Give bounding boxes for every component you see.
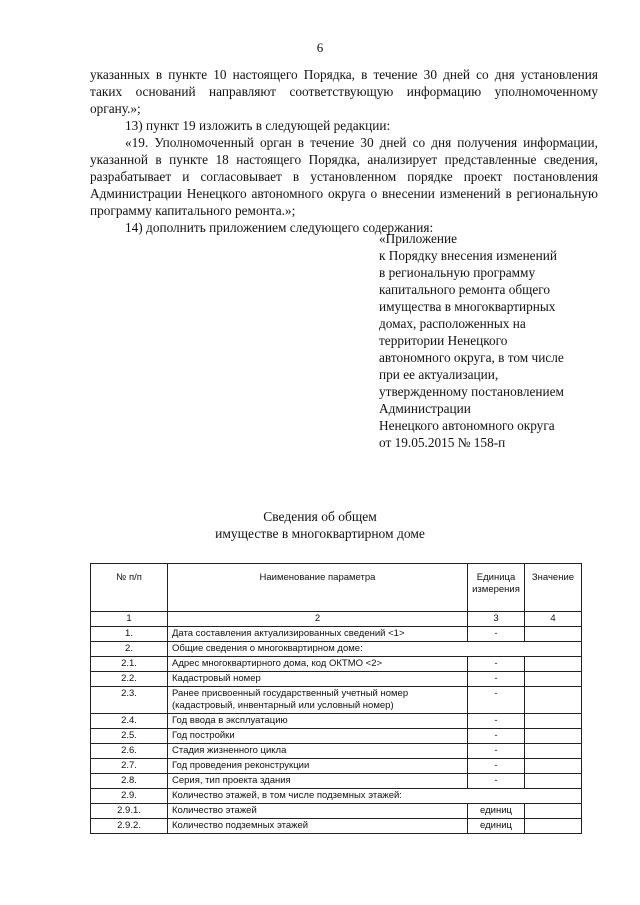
table-row	[91, 687, 582, 714]
row-number: 2.1.	[91, 657, 168, 672]
appendix-line: капитального ремонта общего	[379, 282, 551, 297]
header-num: № п/п	[91, 564, 168, 612]
appendix-line: в региональную программу	[379, 265, 536, 280]
row-parameter: Общие сведения о многоквартирном доме:	[168, 642, 582, 657]
row-parameter: Год постройки	[168, 729, 468, 744]
row-number: 2.5.	[91, 729, 168, 744]
appendix-line: Администрации	[379, 401, 471, 416]
row-number: 2.3.	[91, 687, 168, 714]
paragraph: 14) дополнить приложением следующего содержания:	[125, 220, 434, 235]
row-parameter: Ранее присвоенный государственный учетный номер (кадастровый, инвентарный или условный номер)	[168, 687, 468, 714]
page-number: 6	[316, 40, 324, 55]
col-number: 2	[168, 612, 468, 627]
property-table	[90, 563, 582, 834]
row-parameter: Адрес многоквартирного дома, код ОКТМО <2>	[168, 657, 468, 672]
row-unit: -	[468, 672, 525, 687]
table-row	[91, 774, 582, 789]
appendix-line: утвержденному постановлением	[379, 384, 564, 399]
row-number: 2.8.	[91, 774, 168, 789]
col-number: 3	[468, 612, 525, 627]
appendix-line: домах, расположенных на	[379, 316, 526, 331]
table-row	[91, 804, 582, 819]
row-number: 2.9.	[91, 789, 168, 804]
row-number: 2.4.	[91, 714, 168, 729]
appendix-line: к Порядку внесения изменений	[379, 248, 557, 263]
header-unit: Единица измерения	[468, 564, 525, 612]
appendix-line: «Приложение	[379, 231, 458, 246]
row-unit: -	[468, 627, 525, 642]
paragraph: 13) пункт 19 изложить в следующей редакции:	[125, 118, 391, 133]
row-parameter: Количество подземных этажей	[168, 819, 468, 834]
table-heading	[0, 508, 640, 542]
row-parameter: Количество этажей	[168, 804, 468, 819]
row-unit: -	[468, 759, 525, 774]
row-unit: -	[468, 714, 525, 729]
table-row	[91, 714, 582, 729]
table-heading-line: Сведения об общем	[263, 509, 377, 524]
appendix-line: территории Ненецкого	[379, 333, 508, 348]
col-number: 4	[525, 612, 582, 627]
property-table-wrapper	[90, 563, 582, 834]
row-value	[525, 657, 582, 672]
row-unit: -	[468, 729, 525, 744]
row-number: 2.	[91, 642, 168, 657]
row-unit: единиц	[468, 804, 525, 819]
row-parameter: Стадия жизненного цикла	[168, 744, 468, 759]
row-number: 1.	[91, 627, 168, 642]
row-value	[525, 687, 582, 714]
row-unit: -	[468, 744, 525, 759]
row-parameter: Кадастровый номер	[168, 672, 468, 687]
table-row	[91, 642, 582, 657]
paragraph: указанных в пункте 10 настоящего Порядка, в течение 30 дней со дня установления таких оснований направляют соответствующую информацию уполномоченному органу.»;	[90, 67, 598, 116]
row-unit: единиц	[468, 819, 525, 834]
table-row	[91, 657, 582, 672]
row-parameter: Дата составления актуализированных сведений <1>	[168, 627, 468, 642]
row-value	[525, 744, 582, 759]
row-number: 2.6.	[91, 744, 168, 759]
row-parameter: Год проведения реконструкции	[168, 759, 468, 774]
table-row	[91, 744, 582, 759]
row-value	[525, 729, 582, 744]
row-parameter: Количество этажей, в том числе подземных этажей:	[168, 789, 582, 804]
row-parameter: Серия, тип проекта здания	[168, 774, 468, 789]
appendix-line: при ее актуализации,	[379, 367, 499, 382]
table-heading-line: имуществе в многоквартирном доме	[215, 526, 425, 541]
table-row	[91, 729, 582, 744]
row-unit: -	[468, 774, 525, 789]
row-number: 2.2.	[91, 672, 168, 687]
row-value	[525, 714, 582, 729]
header-value: Значение	[525, 564, 582, 612]
appendix-line: имущества в многоквартирных	[379, 299, 556, 314]
column-number-row	[91, 612, 582, 627]
body-text	[90, 66, 598, 236]
row-number: 2.7.	[91, 759, 168, 774]
row-value	[525, 627, 582, 642]
table-row	[91, 759, 582, 774]
row-value	[525, 804, 582, 819]
row-value	[525, 759, 582, 774]
row-value	[525, 672, 582, 687]
paragraph: «19. Уполномоченный орган в течение 30 дней со дня получения информации, указанной в пункте 18 настоящего Порядка, анализирует представленные сведения, разрабатывает и согласовывает в установленном порядке проект постановления Администрации Ненецкого автономного округа о внесении изменений в региональную программу капитального ремонта.»;	[90, 135, 598, 218]
row-value	[525, 774, 582, 789]
table-row	[91, 627, 582, 642]
row-unit: -	[468, 657, 525, 672]
table-header-row	[91, 564, 582, 612]
appendix-line: от 19.05.2015 № 158-п	[379, 435, 506, 450]
appendix-line: Ненецкого автономного округа	[379, 418, 555, 433]
row-unit: -	[468, 687, 525, 714]
row-parameter: Год ввода в эксплуатацию	[168, 714, 468, 729]
appendix-reference	[379, 230, 609, 451]
table-row	[91, 819, 582, 834]
row-number: 2.9.1.	[91, 804, 168, 819]
row-value	[525, 819, 582, 834]
col-number: 1	[91, 612, 168, 627]
table-row	[91, 672, 582, 687]
header-name: Наименование параметра	[168, 564, 468, 612]
appendix-line: автономного округа, в том числе	[379, 350, 564, 365]
row-number: 2.9.2.	[91, 819, 168, 834]
table-row	[91, 789, 582, 804]
